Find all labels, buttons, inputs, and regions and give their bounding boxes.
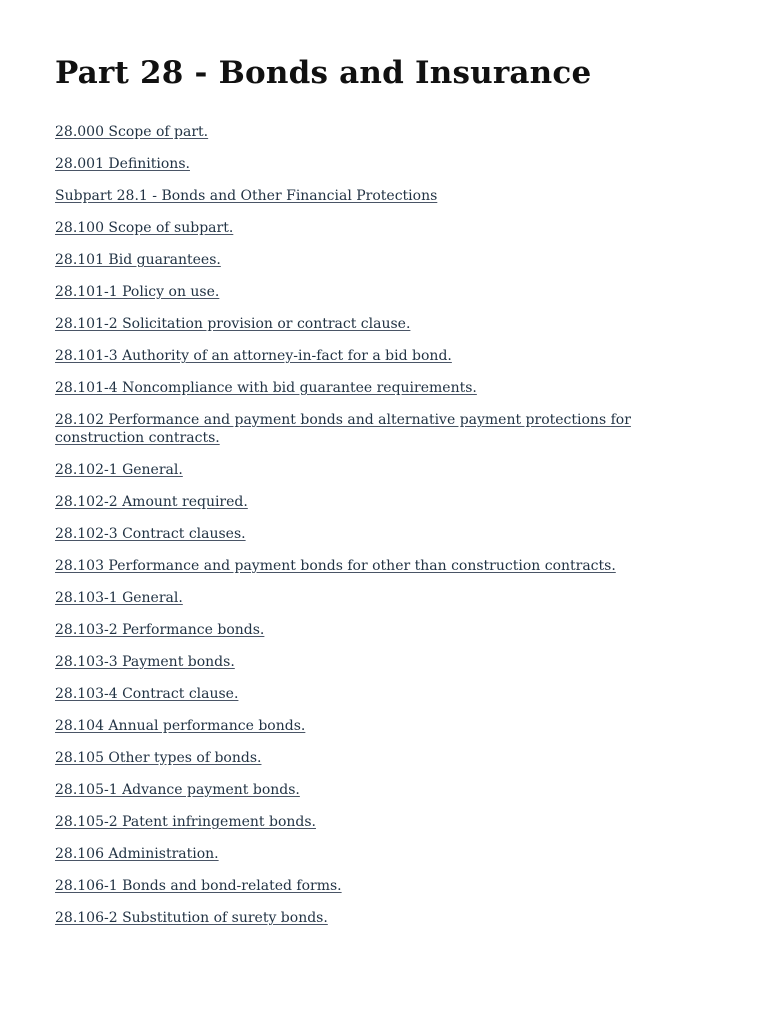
toc-item [55, 813, 695, 831]
toc-link-28-105-1[interactable]: 28.105-1 Advance payment bonds. [55, 782, 300, 798]
toc-item [55, 347, 695, 365]
toc-item [55, 123, 695, 141]
toc-item [55, 283, 695, 301]
toc-item [55, 845, 695, 863]
toc-link-28-102-3[interactable]: 28.102-3 Contract clauses. [55, 526, 246, 542]
toc-link-28-001[interactable]: 28.001 Definitions. [55, 156, 190, 172]
toc-link-28-106[interactable]: 28.106 Administration. [55, 846, 219, 862]
toc-item [55, 187, 695, 205]
toc-item [55, 621, 695, 639]
toc-item [55, 379, 695, 397]
toc-link-subpart-28-1[interactable]: Subpart 28.1 - Bonds and Other Financial Protections [55, 188, 438, 204]
toc-item [55, 461, 695, 479]
toc-item [55, 315, 695, 333]
toc-link-28-100[interactable]: 28.100 Scope of subpart. [55, 220, 234, 236]
toc-item [55, 251, 695, 269]
toc-item [55, 781, 695, 799]
toc-link-28-102-1[interactable]: 28.102-1 General. [55, 462, 183, 478]
toc-item [55, 557, 695, 575]
toc-link-28-103-1[interactable]: 28.103-1 General. [55, 590, 183, 606]
toc-link-28-101-1[interactable]: 28.101-1 Policy on use. [55, 284, 220, 300]
toc-link-28-103[interactable]: 28.103 Performance and payment bonds for other than construction contracts. [55, 558, 616, 574]
toc-item [55, 909, 695, 927]
toc-item [55, 877, 695, 895]
toc-link-28-103-3[interactable]: 28.103-3 Payment bonds. [55, 654, 235, 670]
toc-item [55, 411, 695, 447]
toc-link-28-000[interactable]: 28.000 Scope of part. [55, 124, 209, 140]
toc-link-28-101-3[interactable]: 28.101-3 Authority of an attorney-in-fact for a bid bond. [55, 348, 452, 364]
toc-item [55, 219, 695, 237]
toc-item [55, 525, 695, 543]
toc-item [55, 155, 695, 173]
toc-item [55, 589, 695, 607]
toc-link-28-103-4[interactable]: 28.103-4 Contract clause. [55, 686, 239, 702]
toc-item [55, 717, 695, 735]
toc-link-28-101-2[interactable]: 28.101-2 Solicitation provision or contract clause. [55, 316, 411, 332]
toc-link-28-106-2[interactable]: 28.106-2 Substitution of surety bonds. [55, 910, 328, 926]
toc-link-28-101-4[interactable]: 28.101-4 Noncompliance with bid guarantee requirements. [55, 380, 477, 396]
toc-item [55, 493, 695, 511]
toc-item [55, 685, 695, 703]
toc-link-28-103-2[interactable]: 28.103-2 Performance bonds. [55, 622, 265, 638]
toc-item [55, 653, 695, 671]
toc-link-28-106-1[interactable]: 28.106-1 Bonds and bond-related forms. [55, 878, 342, 894]
toc-link-28-102[interactable]: 28.102 Performance and payment bonds and alternative payment protections for construction contracts. [55, 412, 631, 446]
toc-link-28-105[interactable]: 28.105 Other types of bonds. [55, 750, 262, 766]
toc-link-28-105-2[interactable]: 28.105-2 Patent infringement bonds. [55, 814, 316, 830]
toc-link-28-101[interactable]: 28.101 Bid guarantees. [55, 252, 221, 268]
toc-link-28-104[interactable]: 28.104 Annual performance bonds. [55, 718, 306, 734]
page-title: Part 28 - Bonds and Insurance [55, 55, 592, 91]
toc-item [55, 749, 695, 767]
toc-link-28-102-2[interactable]: 28.102-2 Amount required. [55, 494, 248, 510]
table-of-contents [55, 123, 695, 927]
